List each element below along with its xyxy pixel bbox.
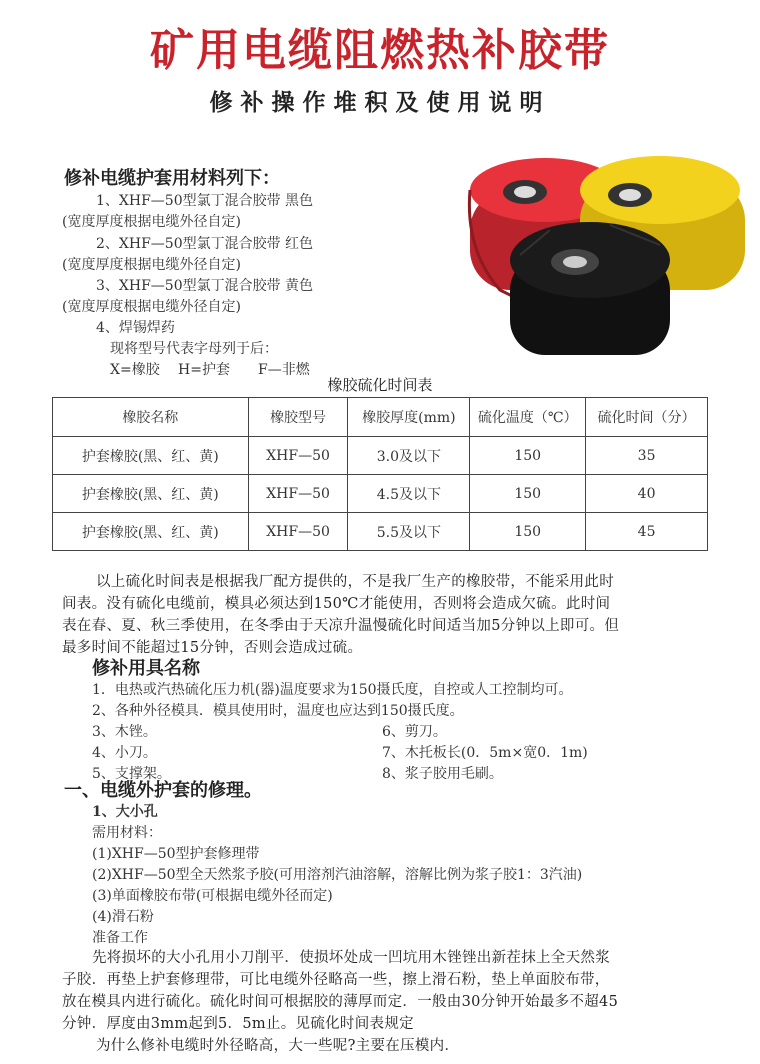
code-f: F—非燃 [258,362,310,378]
repair-heading: 一、电缆外护套的修理。 [64,780,262,801]
why-line: 为什么修补电缆时外径略高，大一些呢?主要在压模内． [96,1038,460,1054]
note-line-2: 间表。没有硫化电缆前，模具必须达到150℃才能使用，否则将会造成欠硫。此时间 [62,596,611,612]
code-x: X=橡胶 [110,362,160,378]
material-item-1: 1、XHF—50型氯丁混合胶带 黑色 [96,193,314,209]
header-time: 硫化时间（分） [586,398,708,437]
note-line-1: 以上硫化时间表是根据我厂配方提供的，不是我厂生产的橡胶带，不能采用此时 [96,574,614,590]
header-rubber-model: 橡胶型号 [248,398,348,437]
cell-time: 35 [586,437,708,475]
cell-time: 45 [586,513,708,551]
table-caption: 橡胶硫化时间表 [327,376,433,394]
code-intro: 现将型号代表字母列于后： [110,341,278,357]
cell-model: XHF—50 [248,437,348,475]
prep-line-4: 分钟．厚度由3mm起到5．5m止。见硫化时间表规定 [62,1016,414,1032]
repair-material-1: (1)XHF—50型护套修理带 [92,846,260,862]
note-line-4: 最多时间不能超过15分钟，否则会造成过硫。 [62,640,363,656]
material-item-3: 3、XHF—50型氯丁混合胶带 黄色 [96,278,314,294]
cell-thickness: 4.5及以下 [348,475,470,513]
prep-label: 准备工作 [92,930,148,946]
cell-time: 40 [586,475,708,513]
page-title: 矿用电缆阻燃热补胶带 [150,25,610,76]
cell-model: XHF—50 [248,475,348,513]
note-line-3: 表在春、夏、秋三季使用，在冬季由于天凉升温慢硫化时间适当加5分钟以上即可。但 [62,618,620,634]
vulcanization-table [52,397,708,551]
cell-temperature: 150 [470,475,586,513]
need-materials-label: 需用材料： [92,825,162,841]
tool-item-5: 5、支撑架。 [92,766,171,782]
cell-thickness: 3.0及以下 [348,437,470,475]
material-item-2: 2、XHF—50型氯丁混合胶带 红色 [96,236,314,252]
material-note-3: (宽度厚度根据电缆外径自定) [62,299,241,315]
tool-item-2: 2、各种外径模具．模具使用时，温度也应达到150摄氏度。 [92,703,464,719]
prep-line-1: 先将损坏的大小孔用小刀削平．使损坏处成一凹坑用木锉锉出新茬抹上全天然浆 [92,950,610,966]
tool-item-8: 8、浆子胶用毛刷。 [382,766,503,782]
repair-material-4: (4)滑石粉 [92,909,154,925]
table-row [53,475,708,513]
material-note-2: (宽度厚度根据电缆外径自定) [62,257,241,273]
repair-subheading: 1、大小孔 [92,804,158,820]
material-item-4: 4、焊锡焊药 [96,320,175,336]
prep-line-3: 放在模具内进行硫化。硫化时间可根据胶的薄厚而定．一般由30分钟开始最多不超45 [62,994,619,1010]
tape-rolls-photo [460,150,760,375]
header-thickness: 橡胶厚度(mm) [348,398,470,437]
table-row [53,437,708,475]
tools-heading: 修补用具名称 [92,658,200,679]
page-subtitle: 修补操作堆积及使用说明 [209,90,551,116]
repair-material-3: (3)单面橡胶布带(可根据电缆外径而定) [92,888,333,904]
cell-model: XHF—50 [248,513,348,551]
cell-thickness: 5.5及以下 [348,513,470,551]
tool-item-3: 3、木锉。 [92,724,157,740]
prep-line-2: 子胶．再垫上护套修理带，可比电缆外径略高一些，擦上滑石粉，垫上单面胶布带， [62,972,610,988]
header-rubber-name: 橡胶名称 [53,398,249,437]
table-row [53,513,708,551]
tool-item-1: 1．电热或汽热硫化压力机(器)温度要求为150摄氏度，自控或人工控制均可。 [92,682,573,698]
cell-name: 护套橡胶(黑、红、黄) [53,513,249,551]
material-note-1: (宽度厚度根据电缆外径自定) [62,214,241,230]
cell-temperature: 150 [470,513,586,551]
tool-item-4: 4、小刀。 [92,745,157,761]
cell-temperature: 150 [470,437,586,475]
materials-heading: 修补电缆护套用材料列下： [64,168,280,189]
cell-name: 护套橡胶(黑、红、黄) [53,475,249,513]
code-h: H=护套 [178,362,230,378]
repair-material-2: (2)XHF—50型全天然浆予胶(可用溶剂汽油溶解，溶解比例为浆子胶1：3汽油) [92,867,583,883]
tool-item-6: 6、剪刀。 [382,724,447,740]
header-temperature: 硫化温度（℃） [470,398,586,437]
table-header-row [53,398,708,437]
cell-name: 护套橡胶(黑、红、黄) [53,437,249,475]
tool-item-7: 7、木托板长(0．5m×宽0．1m) [382,745,588,761]
black-tape-roll [510,222,670,355]
